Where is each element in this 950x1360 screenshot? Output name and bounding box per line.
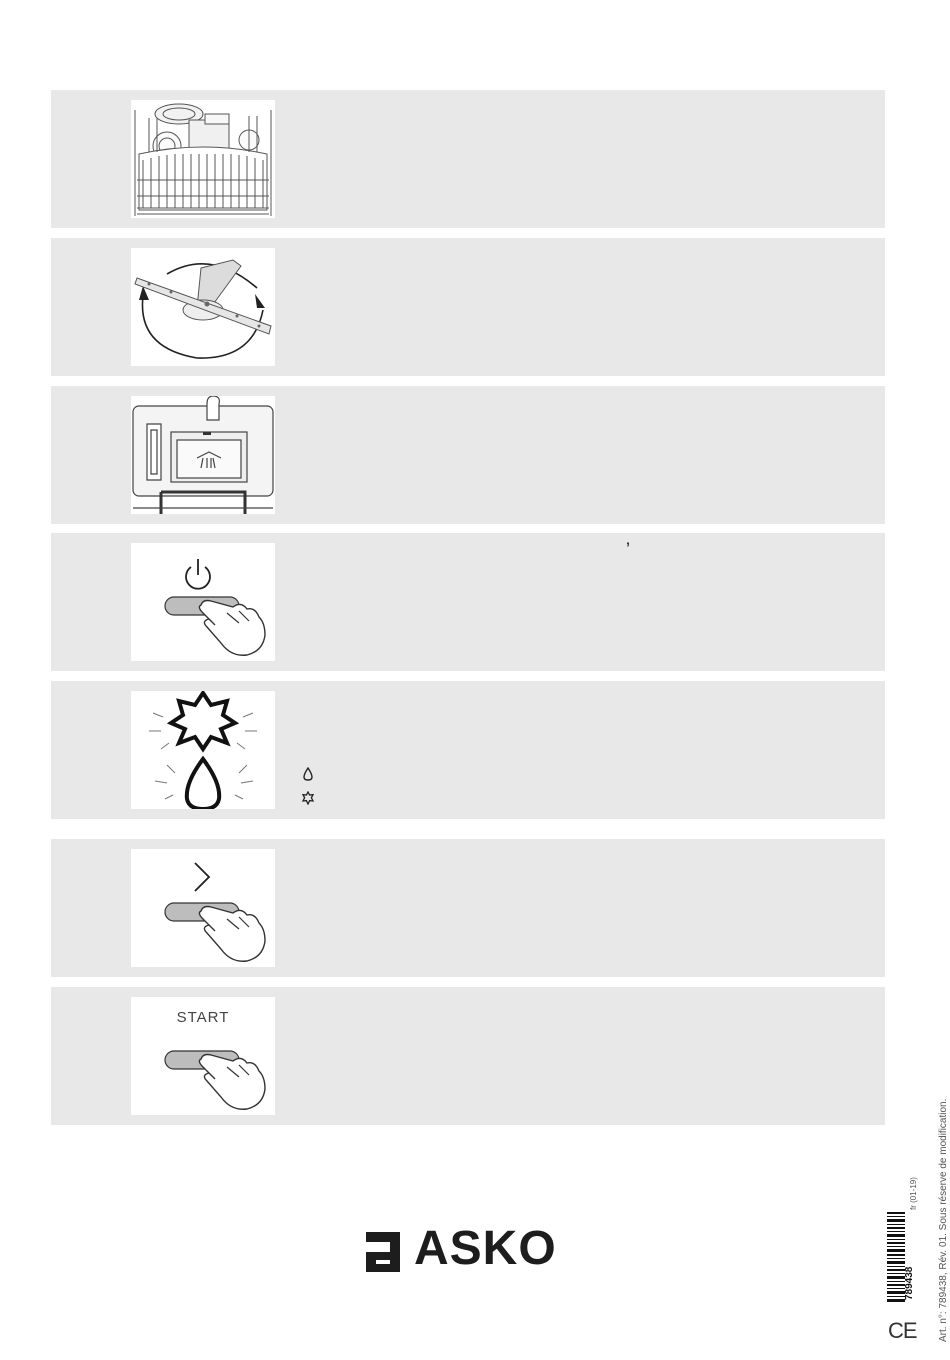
next-button-illustration (131, 849, 275, 967)
chevron-right-icon (195, 863, 209, 891)
power-button-illustration (131, 543, 275, 661)
detergent-dispenser-illustration (131, 396, 275, 514)
step-5-panel (51, 681, 885, 819)
barcode-number: 789438 (904, 1266, 915, 1300)
spray-arm-illustration (131, 248, 275, 366)
step-7-panel (51, 987, 885, 1125)
salt-star-icon (301, 791, 315, 805)
language-code: fr (01-19) (909, 1177, 918, 1210)
rinse-aid-drop-large-icon (187, 759, 219, 809)
dish-basket-icon (131, 100, 275, 218)
rotate-arrows-icon (131, 248, 275, 366)
dish-basket-illustration (131, 100, 275, 218)
step-4-panel (51, 533, 885, 671)
ce-mark: CE (888, 1318, 917, 1343)
detergent-dispenser-icon (131, 396, 275, 514)
step-1-panel (51, 90, 885, 228)
hand-press-icon (165, 597, 265, 655)
asko-logo-icon (360, 1228, 408, 1276)
start-button-illustration (131, 997, 275, 1115)
start-button-label: START (176, 1009, 230, 1026)
hand-press-icon (165, 1051, 265, 1109)
hand-press-icon (165, 903, 265, 961)
barcode-icon (887, 1212, 905, 1302)
article-reference-text: Art. n°: 789438, Rév. 01. Sous réserve de modification. (938, 1098, 949, 1342)
apostrophe-mark: ’ (626, 539, 630, 555)
salt-star-large-icon (171, 693, 235, 749)
power-icon (186, 559, 210, 589)
brand-logo-text: ASKO (414, 1222, 557, 1275)
step-3-panel (51, 386, 885, 524)
step-6-panel (51, 839, 885, 977)
salt-rinse-illustration (131, 691, 275, 809)
step-2-panel (51, 238, 885, 376)
rinse-aid-drop-icon (301, 767, 315, 781)
